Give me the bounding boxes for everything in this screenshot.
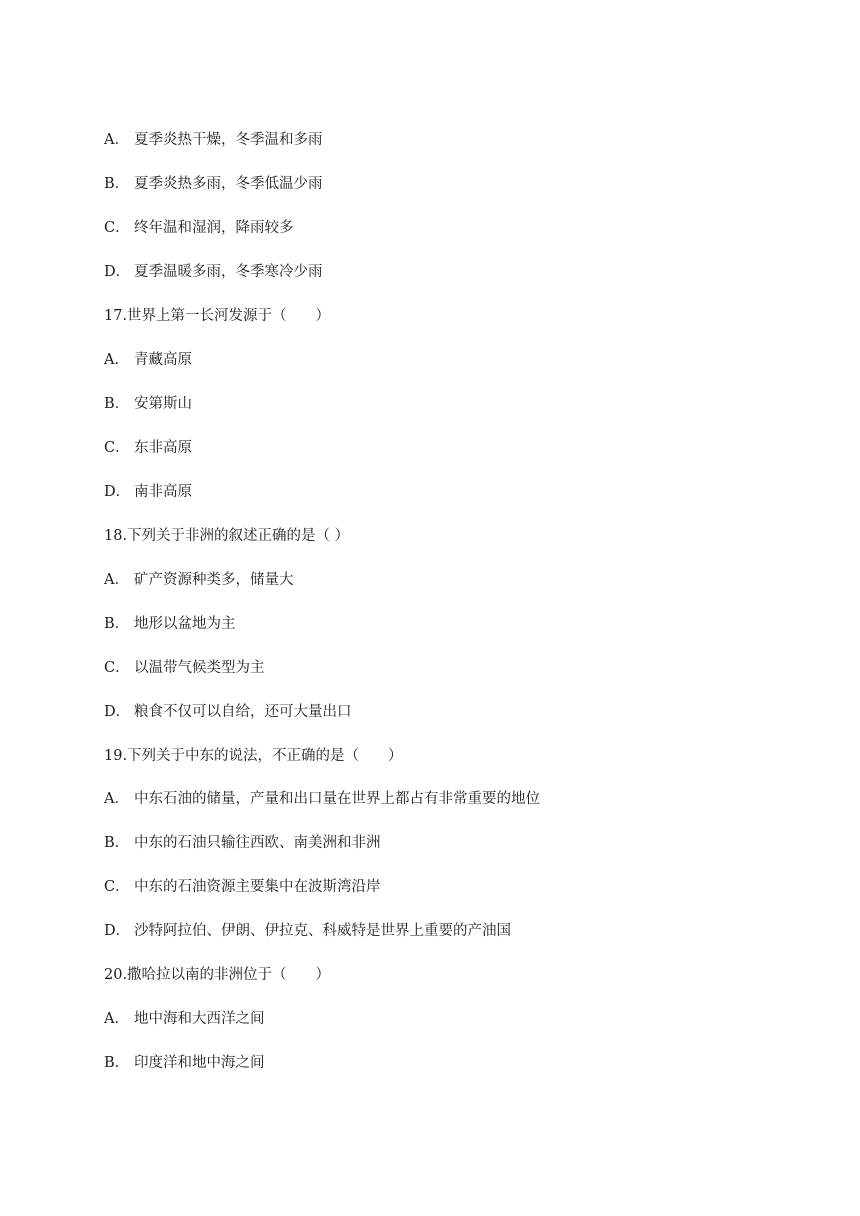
option-letter: C． xyxy=(104,220,130,236)
option-text: 夏季炎热多雨，冬季低温少雨 xyxy=(134,176,323,192)
option-text: 矿产资源种类多，储量大 xyxy=(134,572,294,588)
option-text: 中东的石油资源主要集中在波斯湾沿岸 xyxy=(134,879,381,895)
option-letter: C． xyxy=(104,879,130,895)
q20-option-a xyxy=(104,1008,265,1030)
option-letter: B． xyxy=(104,396,130,412)
option-letter: A． xyxy=(104,1011,129,1027)
option-text: 东非高原 xyxy=(134,440,192,456)
q16-option-c xyxy=(104,217,294,239)
option-letter: B． xyxy=(104,1055,130,1071)
q17-option-b xyxy=(104,393,192,415)
q18-option-b xyxy=(104,613,236,635)
option-text: 终年温和湿润，降雨较多 xyxy=(134,220,294,236)
option-letter: D． xyxy=(104,923,131,939)
option-text: 粮食不仅可以自给，还可大量出口 xyxy=(134,704,352,720)
q19-option-a xyxy=(104,788,540,810)
q19-option-c xyxy=(104,876,381,898)
option-letter: A． xyxy=(104,572,129,588)
option-letter: B． xyxy=(104,835,130,851)
q20-stem: 20.撒哈拉以南的非洲位于（ ） xyxy=(104,967,331,983)
option-letter: C． xyxy=(104,660,130,676)
q19-option-b xyxy=(104,832,381,854)
option-text: 以温带气候类型为主 xyxy=(134,660,265,676)
q17-option-a xyxy=(104,349,192,371)
q16-option-d xyxy=(104,261,323,283)
option-text: 沙特阿拉伯、伊朗、伊拉克、科威特是世界上重要的产油国 xyxy=(134,923,511,939)
option-text: 安第斯山 xyxy=(134,396,192,412)
option-text: 地形以盆地为主 xyxy=(134,616,236,632)
option-letter: B． xyxy=(104,176,130,192)
option-letter: A． xyxy=(104,791,129,807)
option-letter: D． xyxy=(104,484,131,500)
q17-stem: 17.世界上第一长河发源于（ ） xyxy=(104,308,331,324)
q18-option-c xyxy=(104,657,265,679)
option-letter: D． xyxy=(104,704,131,720)
option-text: 中东石油的储量，产量和出口量在世界上都占有非常重要的地位 xyxy=(134,791,540,807)
q18-option-a xyxy=(104,569,294,591)
option-text: 地中海和大西洋之间 xyxy=(134,1011,265,1027)
q20-option-b xyxy=(104,1052,265,1074)
option-letter: D． xyxy=(104,264,131,280)
q18-stem: 18.下列关于非洲的叙述正确的是（ ） xyxy=(104,528,350,544)
q19-option-d xyxy=(104,920,511,942)
option-text: 夏季炎热干燥，冬季温和多雨 xyxy=(134,132,323,148)
q17-option-d xyxy=(104,481,192,503)
option-text: 中东的石油只输往西欧、南美洲和非洲 xyxy=(134,835,381,851)
option-text: 青藏高原 xyxy=(134,352,192,368)
q17-option-c xyxy=(104,437,192,459)
q19-stem: 19.下列关于中东的说法，不正确的是（ ） xyxy=(104,748,403,764)
option-text: 南非高原 xyxy=(134,484,192,500)
q16-option-b xyxy=(104,173,323,195)
q16-option-a xyxy=(104,129,323,151)
option-letter: A． xyxy=(104,132,129,148)
option-letter: B． xyxy=(104,616,130,632)
option-text: 夏季温暖多雨，冬季寒冷少雨 xyxy=(134,264,323,280)
option-text: 印度洋和地中海之间 xyxy=(134,1055,265,1071)
option-letter: C． xyxy=(104,440,130,456)
q18-option-d xyxy=(104,701,352,723)
option-letter: A． xyxy=(104,352,129,368)
